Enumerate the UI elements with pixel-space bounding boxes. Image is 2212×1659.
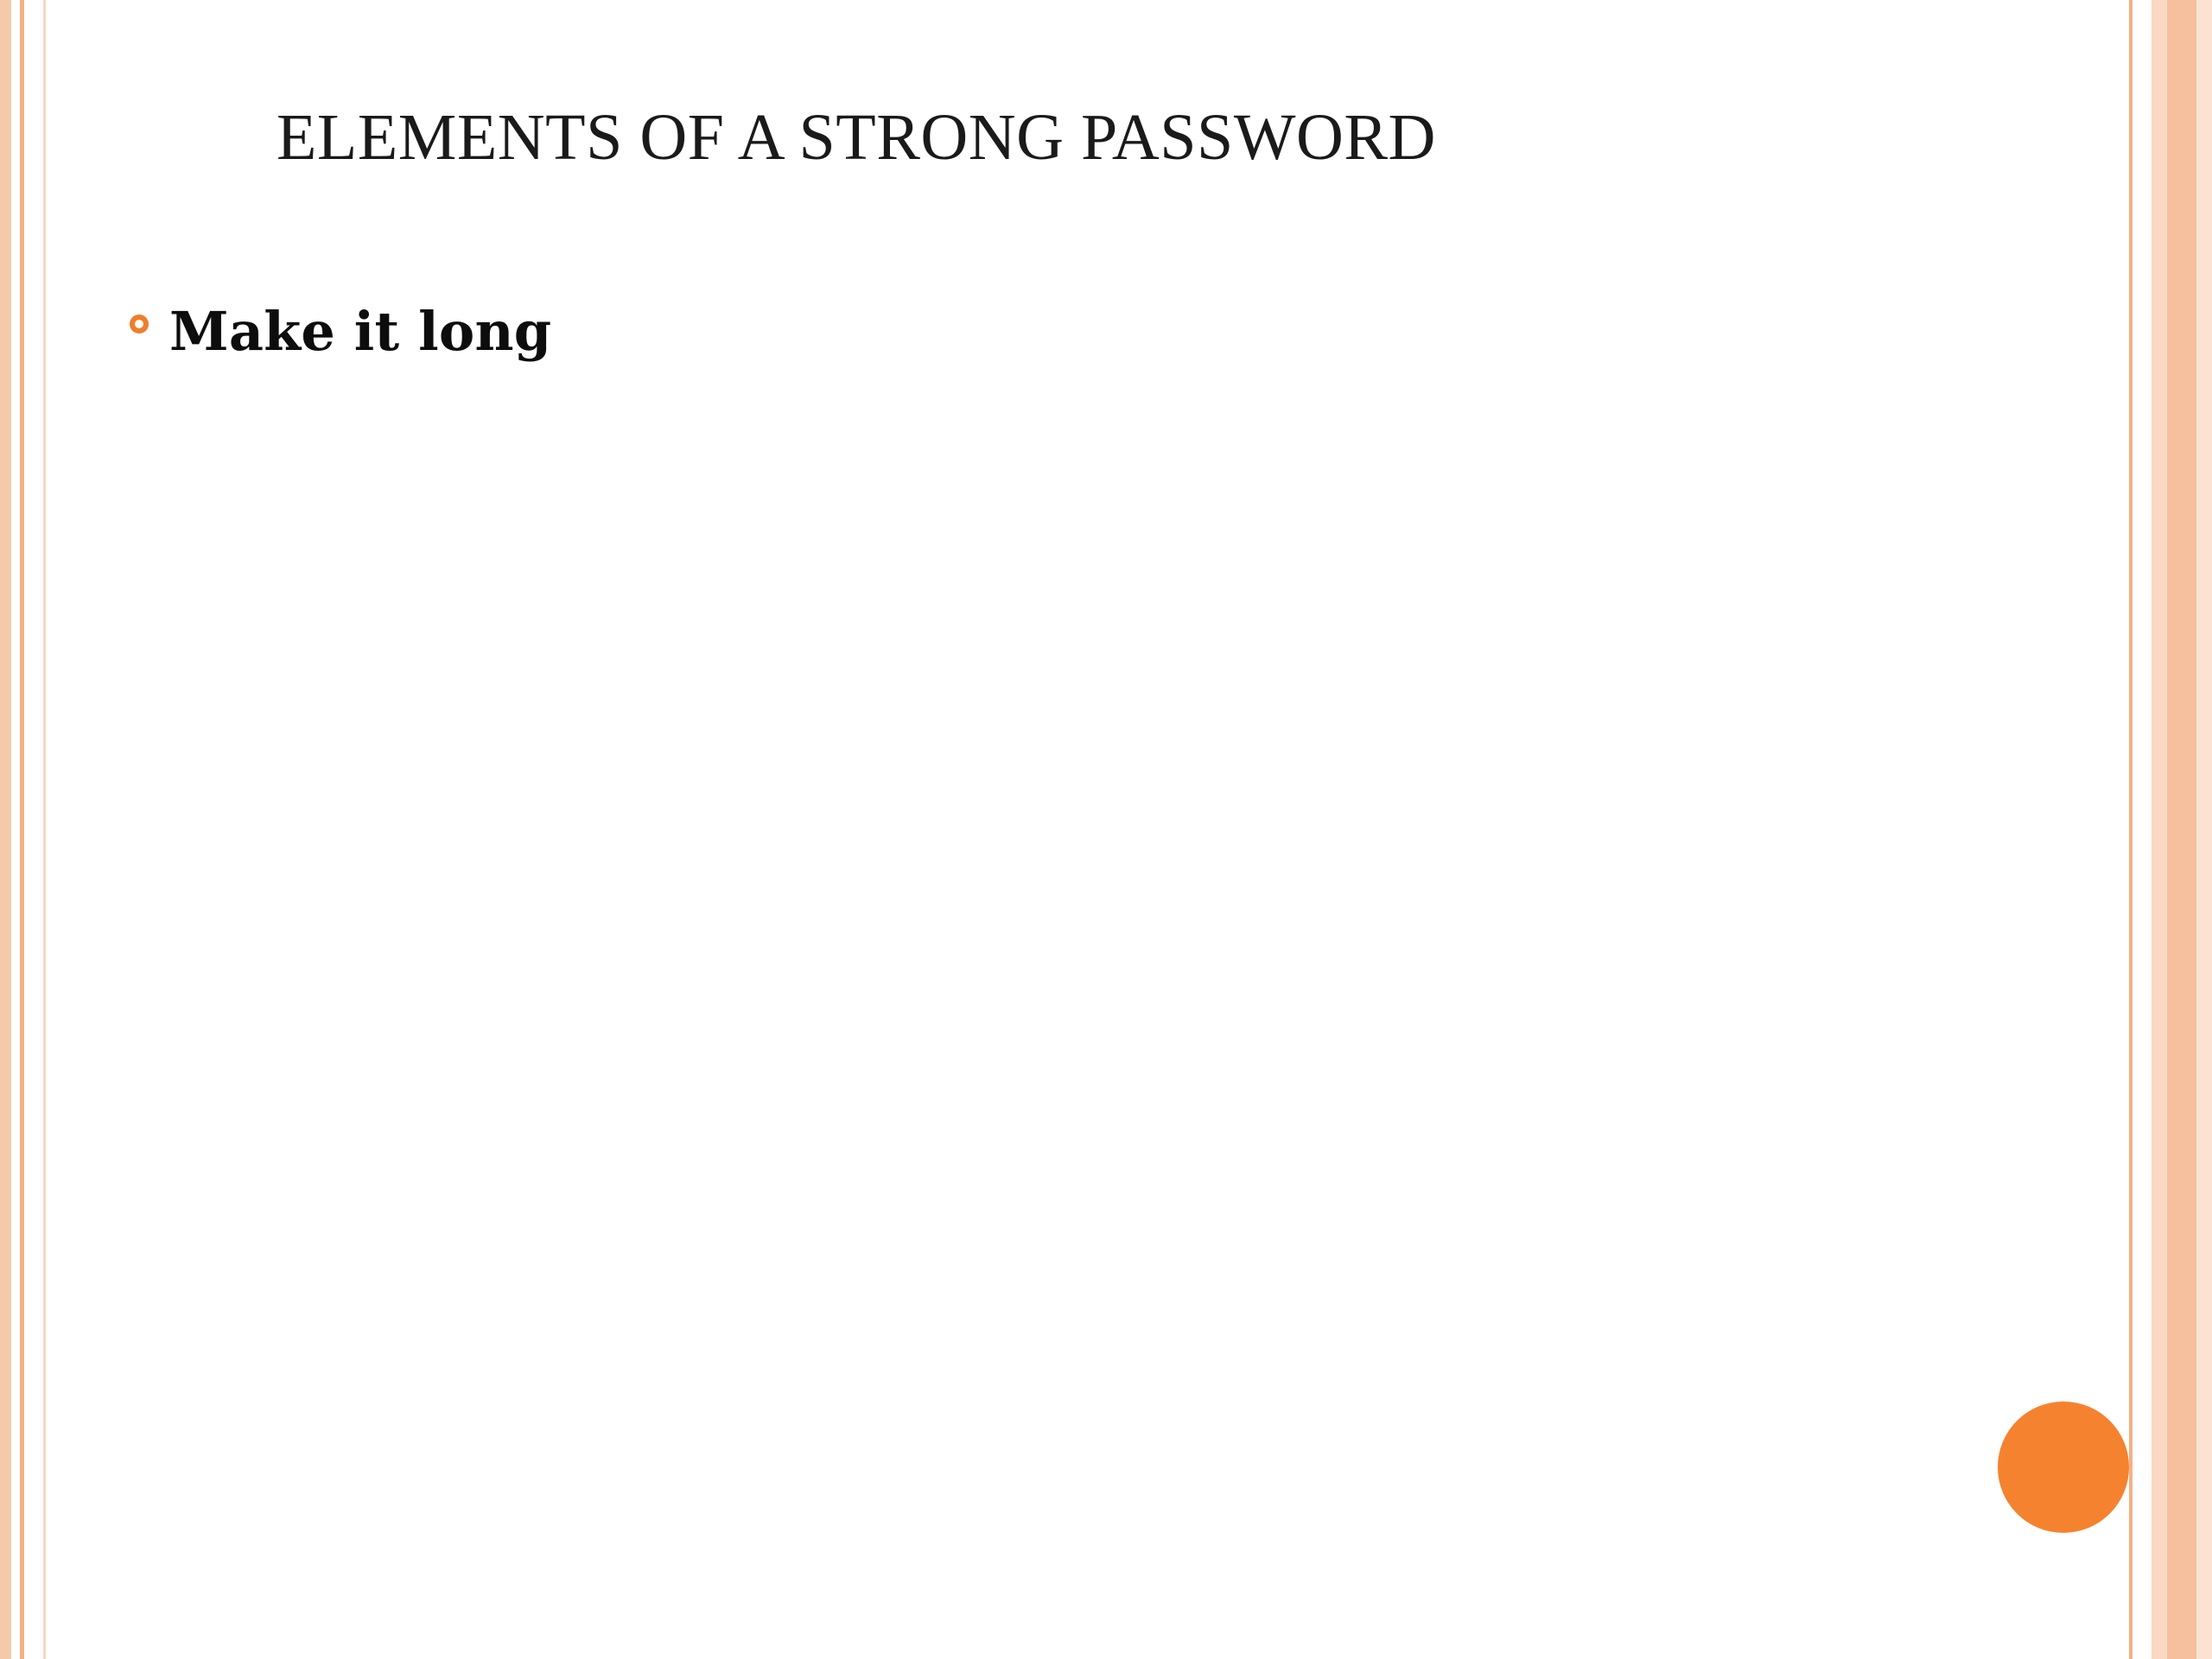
left-stripe-hairline <box>43 0 46 1659</box>
right-stripe-band <box>2167 0 2196 1659</box>
bullet-marker <box>130 301 169 334</box>
circle-bullet-icon <box>130 315 149 334</box>
right-stripe-gap <box>2133 0 2152 1659</box>
list-item <box>130 301 1944 362</box>
slide-title: ELEMENTS OF A STRONG PASSWORD <box>276 101 1436 174</box>
accent-circle-icon <box>1998 1402 2129 1533</box>
left-stripe-outer <box>0 0 11 1659</box>
right-stripe-mid <box>2152 0 2167 1659</box>
left-stripe-gap <box>11 0 20 1659</box>
left-stripe-inner-gap <box>24 0 43 1659</box>
right-stripe-outer <box>2196 0 2212 1659</box>
bullet-text: Make it long <box>169 300 552 363</box>
bullet-list <box>130 301 1944 362</box>
